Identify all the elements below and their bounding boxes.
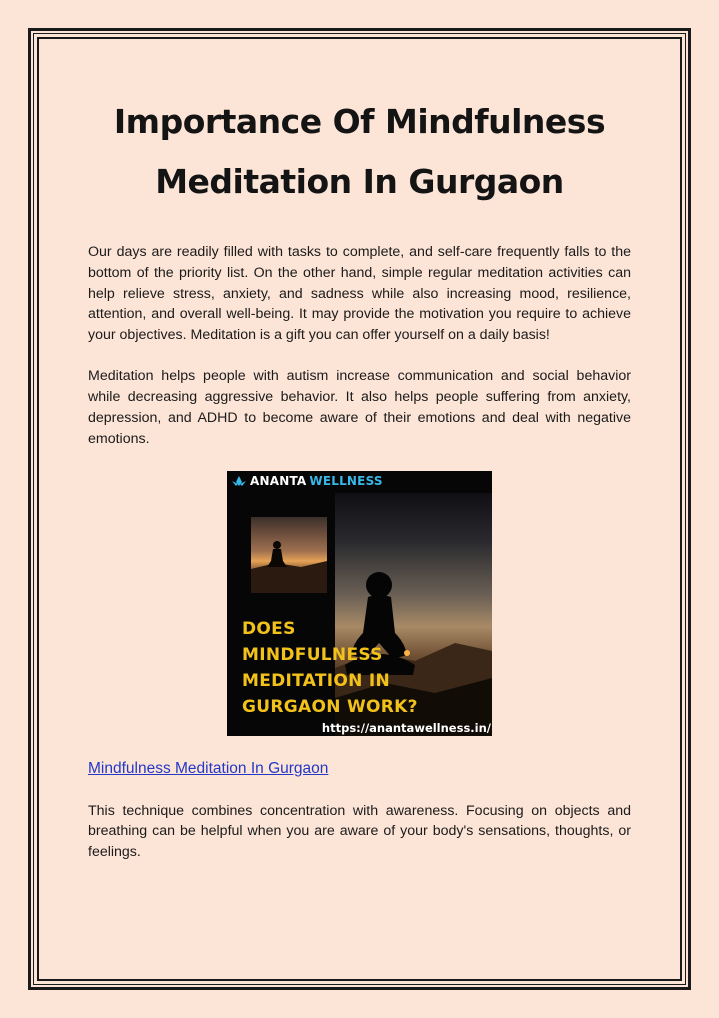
page-title-line-2: Meditation In Gurgaon [155,162,564,201]
intro-paragraph: Our days are readily filled with tasks to complete, and self-care frequently falls to the bottom of the priority list. On the other hand, simple regular meditation activities can help relieve stress, anxiety, and sadness while also increasing mood, resilience, attention, and overall well-being. It may provide the motivation you require to achieve your objectives. Meditation is a gift you can offer yourself on a daily basis! [88,244,631,344]
brand-logo [231,474,383,488]
promo-question-line-2: MINDFULNESS [242,644,383,665]
technique-paragraph: This technique combines concentration with awareness. Focusing on objects and breathing can be helpful when you are aware of your body's sensations, thoughts, or feelings. [88,802,631,861]
promo-image [227,471,492,736]
meditation-photo-small [251,517,327,593]
promo-url: https://anantawellness.in/ [321,720,491,735]
meditating-silhouette-small [251,517,327,593]
promo-question-line-4: GURGAON WORK? [242,696,418,717]
document-content [88,92,631,863]
brand-lotus-icon [231,475,247,487]
brand-name-wellness: WELLNESS [309,473,383,488]
brand-name-ananta: ANANTA [250,473,307,488]
page-title-line-1: Importance Of Mindfulness [113,102,606,141]
promo-question-line-3: MEDITATION IN [242,670,391,691]
promo-question-line-1: DOES [242,618,296,639]
page-title [88,92,631,212]
mindfulness-meditation-link[interactable]: Mindfulness Meditation In Gurgaon [88,759,329,777]
benefits-paragraph: Meditation helps people with autism increase communication and social behavior while decreasing aggressive behavior. It also helps people suffering from anxiety, depression, and ADHD to become aware of their emotions and deal with negative emotions. [88,368,631,447]
promo-question [242,616,418,720]
